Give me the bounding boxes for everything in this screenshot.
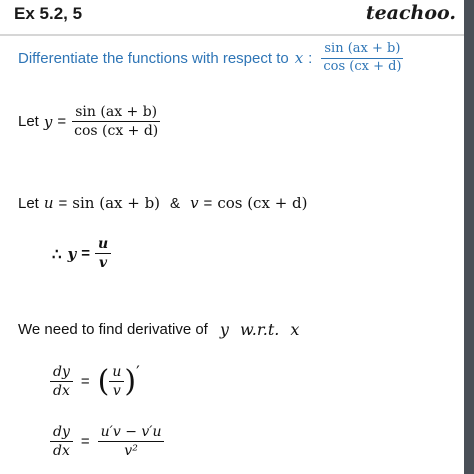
let-uv-amp: & xyxy=(170,194,181,212)
header-divider xyxy=(0,34,464,36)
let-uv-expr2: cos (cx + d) xyxy=(217,194,308,212)
deriv2-lhs-num: dy xyxy=(50,424,73,442)
let-uv-eq1: = xyxy=(58,194,68,212)
let-y-line xyxy=(18,104,161,139)
therefore-y: y xyxy=(67,244,77,263)
question-fraction xyxy=(320,42,404,75)
deriv1-right-paren: ) xyxy=(124,363,137,399)
question-line xyxy=(18,42,405,75)
therefore-numerator: u xyxy=(95,236,111,254)
therefore-fraction xyxy=(95,236,111,271)
deriv2-eq: = xyxy=(80,433,90,451)
therefore-eq: = xyxy=(81,245,91,263)
deriv1-left-paren: ( xyxy=(97,363,110,399)
teachoo-logo: teachoo. xyxy=(365,2,456,24)
deriv2-lhs xyxy=(50,424,73,459)
derivative-line-1 xyxy=(50,364,140,399)
question-text: Differentiate the functions with respect to xyxy=(18,49,289,67)
let-y-fraction xyxy=(71,104,161,139)
deriv1-lhs-num: dy xyxy=(50,364,73,382)
deriv2-lhs-den: dx xyxy=(53,443,70,460)
question-numerator: sin (ax + b) xyxy=(321,42,403,59)
let-uv-expr1: sin (ax + b) xyxy=(72,194,161,212)
deriv2-rhs-den: v² xyxy=(124,443,138,460)
deriv1-prime: ′ xyxy=(136,362,140,381)
deriv2-rhs xyxy=(98,424,165,459)
deriv1-inner-num: u xyxy=(109,364,124,382)
therefore-symbol: ∴ xyxy=(52,245,62,263)
let-y-numerator: sin (ax + b) xyxy=(72,104,160,122)
deriv1-lhs-den: dx xyxy=(53,383,70,400)
need-text: We need to find derivative of xyxy=(18,321,208,338)
need-line xyxy=(18,320,299,339)
let-y-denominator: cos (cx + d) xyxy=(74,123,159,140)
deriv2-rhs-num: u′v − v′u xyxy=(98,424,165,442)
deriv1-inner-fraction xyxy=(109,364,124,399)
therefore-denominator: v xyxy=(99,255,108,272)
question-colon: : xyxy=(308,49,313,67)
deriv1-eq: = xyxy=(80,373,90,391)
let-uv-eq2: = xyxy=(203,194,213,212)
let-y-lead: Let xyxy=(18,113,39,131)
let-uv-v: v xyxy=(190,194,199,212)
question-variable: x xyxy=(294,49,304,68)
derivative-line-2 xyxy=(50,424,164,459)
therefore-line xyxy=(52,236,111,271)
exercise-label: Ex 5.2, 5 xyxy=(14,4,83,23)
right-edge-bar xyxy=(464,0,474,474)
deriv1-lhs xyxy=(50,364,73,399)
need-expr: y w.r.t. x xyxy=(219,320,300,339)
let-uv-lead: Let xyxy=(18,194,39,212)
question-denominator: cos (cx + d) xyxy=(323,58,402,74)
let-y-eq: = xyxy=(57,113,67,131)
let-uv-u: u xyxy=(43,194,54,212)
let-y-var: y xyxy=(43,112,53,131)
let-uv-line xyxy=(18,194,307,212)
deriv1-inner-den: v xyxy=(112,383,121,400)
